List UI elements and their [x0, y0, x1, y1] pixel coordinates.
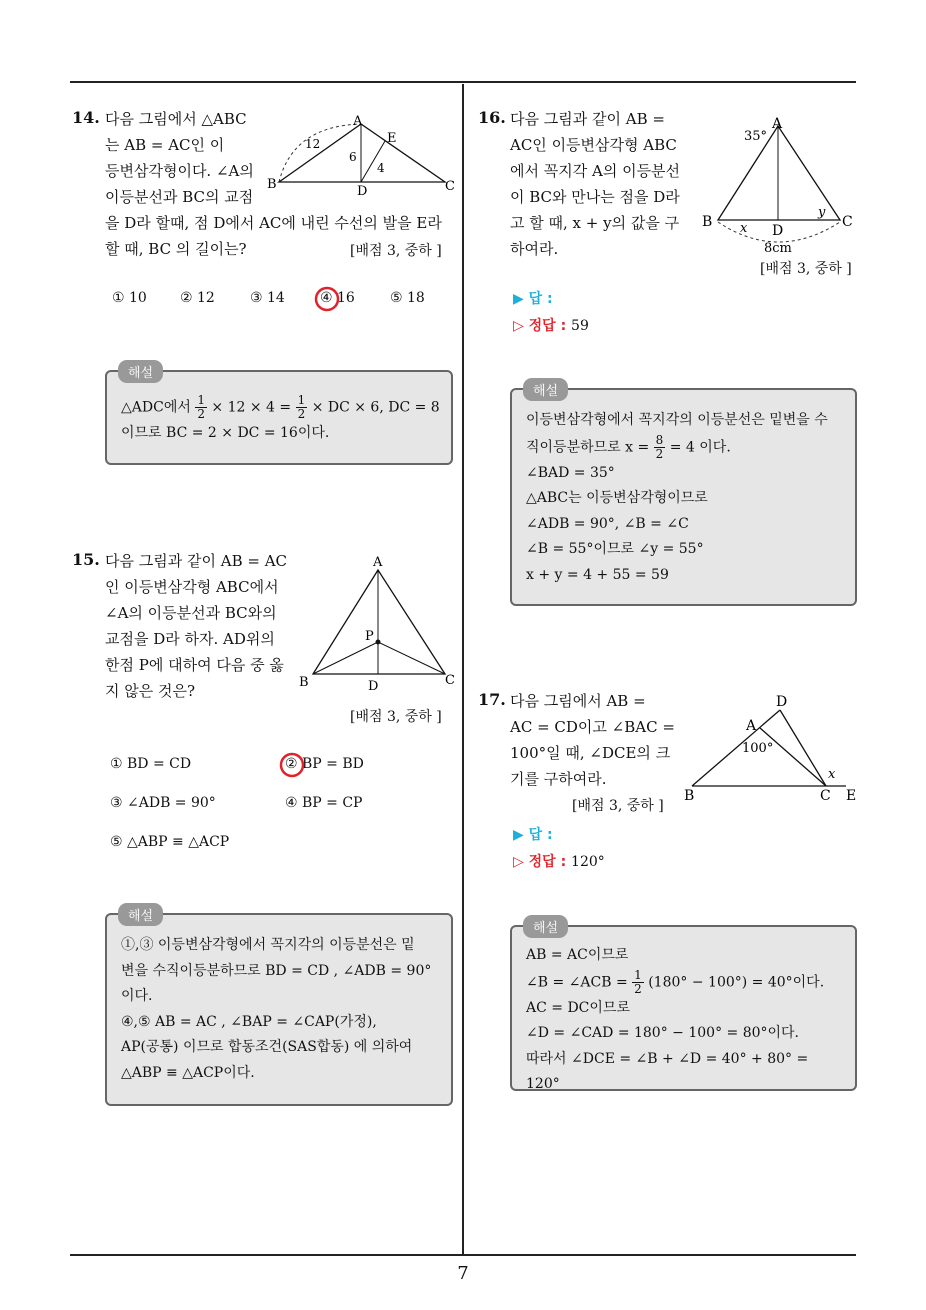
q14-choice-2[interactable]: ② 12 — [180, 290, 215, 306]
q15-explanation-box — [105, 913, 453, 1106]
q14-frac2-num: 1 — [297, 393, 306, 407]
q17-number: 17. — [478, 690, 506, 709]
q17-exp-frac — [632, 969, 644, 996]
q15-triangle — [313, 570, 445, 674]
q16-correct-value: 59 — [571, 318, 589, 334]
q17-exp-line1: AB = AC이므로 — [526, 947, 629, 963]
q15-exp-line1: ①,③ 이등변삼각형에서 꼭지각의 이등분선은 밑 — [121, 937, 415, 953]
q16-label-y: y — [818, 205, 826, 220]
q17-frac-den: 2 — [634, 981, 642, 996]
q16-exp-line6: ∠B = 55°이므로 ∠y = 55° — [526, 541, 704, 558]
q15-label-c: C — [445, 673, 455, 688]
q16-line-1: 다음 그림과 같이 AB = — [510, 110, 665, 128]
q17-exp-line5: 따라서 ∠DCE = ∠B + ∠D = 40° + 80° = 120° — [526, 1050, 809, 1093]
q14-line-4: 이등분선과 BC의 교점 — [105, 188, 254, 206]
q16-number: 16. — [478, 108, 506, 127]
q17-line-1: 다음 그림에서 AB = — [510, 692, 646, 710]
q14-label-b: B — [267, 177, 277, 192]
q14-line-2: 는 AB = AC인 이 — [105, 136, 225, 154]
q17-figure — [680, 692, 862, 804]
q16-figure — [700, 112, 862, 257]
q16-exp-line3: ∠BAD = 35° — [526, 464, 615, 481]
q14-explanation-box — [105, 370, 453, 465]
q17-exp-line3: AC = DC이므로 — [526, 999, 630, 1016]
q16-score: [배점 3, 중하 ] — [760, 261, 852, 277]
q14-choice-3[interactable]: ③ 14 — [250, 290, 285, 306]
q16-correct-answer — [513, 315, 589, 335]
q16-len-label: 8cm — [764, 241, 792, 256]
q17-correct-label: ▷ 정답 : — [513, 854, 567, 870]
q17-label-e: E — [846, 788, 857, 804]
q14-frac1-den: 2 — [197, 407, 205, 421]
q14-explanation-tag: 해설 — [118, 360, 163, 383]
q15-choice-1[interactable]: ① BD = CD — [110, 756, 192, 772]
q16-explanation-box — [510, 388, 857, 606]
q14-exp-part3: × DC × 6, DC = 8 — [311, 399, 440, 416]
q16-exp-line1: 이등변삼각형에서 꼭지각의 이등분선은 밑변을 수 — [526, 412, 828, 428]
q17-label-x: x — [828, 767, 836, 782]
q16-exp-line5: ∠ADB = 90°, ∠B = ∠C — [526, 515, 689, 532]
q17-correct-value: 120° — [571, 854, 605, 870]
q16-angle-label: 35° — [744, 129, 768, 144]
q17-label-a: A — [746, 718, 757, 734]
q14-choice-4[interactable]: ④ 16 — [320, 290, 355, 306]
q15-answer-mark-icon — [277, 750, 307, 780]
q14-exp-part1: △ADC에서 — [121, 399, 191, 416]
q15-choice-2[interactable]: ② BP = BD — [285, 756, 364, 772]
q16-line-6: 하여라. — [510, 240, 559, 258]
q16-label-x: x — [740, 221, 748, 236]
q17-label-c: C — [820, 788, 831, 804]
q15-line-2: 인 이등변삼각형 ABC에서 — [105, 578, 279, 596]
q17-line-2: AC = CD이고 ∠BAC = — [510, 718, 675, 736]
q14-line-6: 할 때, BC 의 길이는? — [105, 240, 247, 258]
q16-label-d: D — [772, 223, 784, 239]
q14-label-c: C — [445, 179, 455, 194]
top-rule — [70, 81, 856, 83]
q14-frac2-den: 2 — [297, 407, 306, 421]
q14-frac1-num: 1 — [197, 393, 205, 407]
q14-triangle — [279, 124, 445, 182]
q15-label-b: B — [299, 675, 309, 690]
q14-exp-frac1 — [195, 394, 207, 421]
q16-label-b: B — [702, 214, 713, 230]
q16-line-3: 에서 꼭지각 A의 이등분선 — [510, 162, 681, 180]
q16-label-a: A — [772, 116, 783, 132]
q16-correct-label: ▷ 정답 : — [513, 318, 567, 334]
q15-label-p: P — [365, 629, 374, 644]
q17-exp-line2b: (180° − 100°) = 40°이다. — [648, 974, 825, 991]
q14-label-a: A — [353, 114, 363, 129]
q15-choice-5[interactable]: ⑤ △ABP ≡ △ACP — [110, 834, 230, 850]
q15-line-5: 한점 P에 대하여 다음 중 옳 — [105, 656, 284, 674]
q15-label-a: A — [373, 555, 383, 570]
q16-line-5: 고 할 때, x + y의 값을 구 — [510, 214, 680, 232]
q15-number: 15. — [72, 550, 100, 569]
q14-line-3: 등변삼각형이다. ∠A의 — [105, 162, 254, 180]
q17-exp-line2a: ∠B = ∠ACB = — [526, 974, 628, 991]
q15-line-3: ∠A의 이등분선과 BC와의 — [105, 604, 277, 622]
q16-answer-label: ▶ 답 : — [513, 291, 553, 307]
q16-frac-den: 2 — [655, 446, 664, 461]
q15-choice-3[interactable]: ③ ∠ADB = 90° — [110, 795, 216, 811]
q14-len-4: 4 — [377, 161, 385, 175]
q14-exp-part2: × 12 × 4 = — [211, 399, 292, 416]
q15-choice-4[interactable]: ④ BP = CP — [285, 795, 363, 811]
q14-score: [배점 3, 중하 ] — [350, 243, 442, 259]
page-number: 7 — [457, 1263, 469, 1284]
q16-exp-line2 — [526, 434, 841, 461]
bottom-rule — [70, 1254, 856, 1256]
q17-explanation-tag: 해설 — [523, 915, 568, 938]
q17-line-dc — [780, 710, 826, 786]
q17-answer-label: ▶ 답 : — [513, 827, 553, 843]
q14-figure — [265, 112, 465, 197]
q16-line-2: AC인 이등변삼각형 ABC — [510, 136, 677, 154]
q14-len-12: 12 — [305, 137, 321, 151]
q14-line-5: 을 D라 할때, 점 D에서 AC에 내린 수선의 발을 E라 — [105, 214, 442, 232]
q15-label-d: D — [368, 679, 379, 694]
q15-figure — [295, 552, 465, 694]
q17-explanation-box — [510, 925, 857, 1091]
q14-len-6: 6 — [349, 150, 357, 164]
q15-line-4: 교점을 D라 하자. AD위의 — [105, 630, 275, 648]
q15-exp-line6: △ABP ≡ △ACP이다. — [121, 1064, 255, 1081]
q17-score: [배점 3, 중하 ] — [572, 798, 664, 814]
q16-explanation-tag: 해설 — [523, 378, 568, 401]
q15-exp-line3: 이다. — [121, 988, 153, 1005]
q17-exp-line4: ∠D = ∠CAD = 180° − 100° = 80°이다. — [526, 1025, 800, 1042]
q14-exp-frac2 — [296, 394, 308, 421]
q15-exp-line5: AP(공통) 이므로 합동조건(SAS합동) 에 의하여 — [121, 1039, 413, 1056]
q14-choice-1[interactable]: ① 10 — [112, 290, 147, 306]
q17-exp-line2 — [526, 969, 841, 996]
q15-exp-line2: 변을 수직이등분하므로 BD = CD , ∠ADB = 90° — [121, 962, 432, 979]
q16-exp-line2a: 직이등분하므로 x = — [526, 439, 650, 456]
q14-choice-5[interactable]: ⑤ 18 — [390, 290, 425, 306]
q15-score: [배점 3, 중하 ] — [350, 709, 442, 725]
q14-label-d: D — [357, 184, 368, 197]
q14-line-1: 다음 그림에서 △ABC — [105, 110, 247, 128]
q17-line-ac — [760, 728, 826, 786]
q17-correct-answer — [513, 851, 605, 871]
q14-label-e: E — [387, 131, 397, 146]
q15-explanation-tag: 해설 — [118, 903, 163, 926]
q17-frac-num: 1 — [634, 967, 642, 982]
q15-exp-line4: ④,⑤ AB = AC , ∠BAP = ∠CAP(가정), — [121, 1013, 377, 1030]
q16-line-4: 이 BC와 만나는 점을 D라 — [510, 188, 680, 206]
q17-angle-label: 100° — [742, 741, 774, 756]
q15-line-1: 다음 그림과 같이 AB = AC — [105, 552, 288, 570]
q14-exp-line2: 이므로 BC = 2 × DC = 16이다. — [121, 425, 330, 442]
q14-number: 14. — [72, 108, 100, 127]
q16-exp-line4: △ABC는 이등변삼각형이므로 — [526, 490, 708, 507]
q16-frac-num: 8 — [655, 432, 664, 447]
q17-line-3: 100°일 때, ∠DCE의 크 — [510, 744, 671, 762]
q16-exp-line7: x + y = 4 + 55 = 59 — [526, 567, 669, 584]
q15-point-p — [376, 640, 381, 645]
q17-label-b: B — [684, 788, 695, 804]
q16-exp-line2b: = 4 이다. — [669, 439, 731, 456]
q16-exp-frac — [654, 434, 666, 461]
q15-line-6: 지 않은 것은? — [105, 682, 196, 700]
q17-label-d: D — [776, 694, 788, 710]
q17-line-4: 기를 구하여라. — [510, 770, 607, 788]
q16-label-c: C — [842, 214, 853, 230]
q14-answer-mark-icon — [312, 284, 342, 314]
